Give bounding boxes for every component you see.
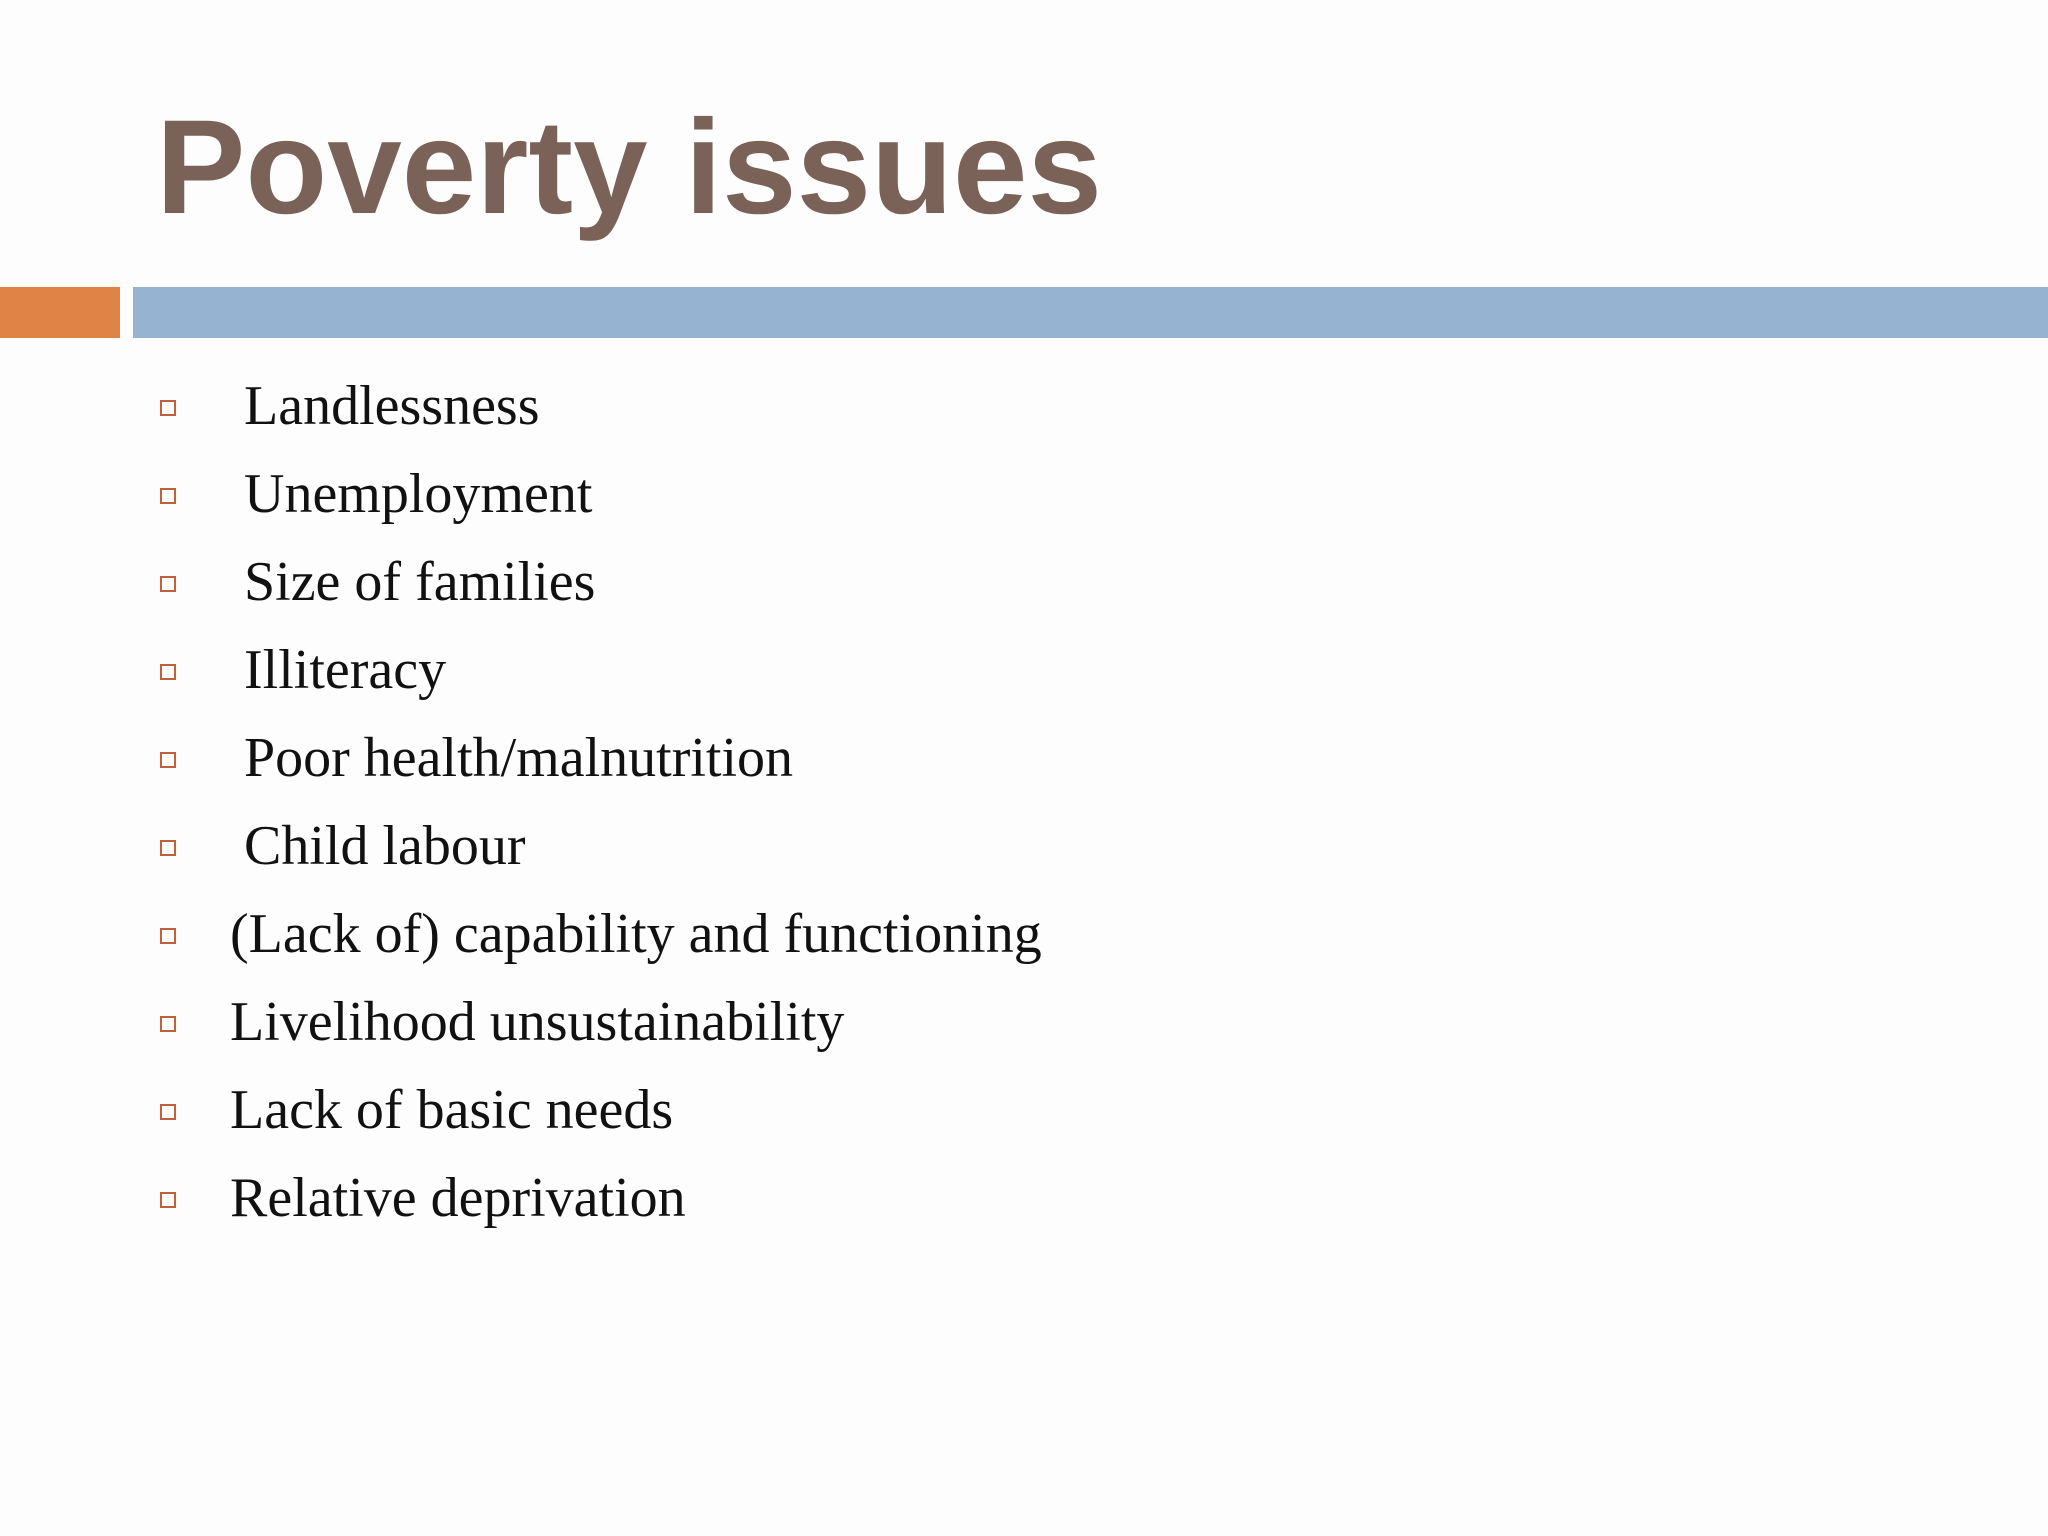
- hollow-square-icon: [160, 1016, 176, 1032]
- title-rule-bar: [133, 287, 2048, 338]
- list-item: [160, 718, 1560, 798]
- bullet-text: Child labour: [244, 815, 526, 877]
- bullet-text: Lack of basic needs: [230, 1079, 674, 1141]
- list-item: [160, 894, 1560, 974]
- list-item: [160, 1070, 1560, 1150]
- list-item: [160, 542, 1560, 622]
- accent-bar: [0, 287, 120, 338]
- list-item: [160, 630, 1560, 710]
- bullet-text: Landlessness: [244, 375, 540, 437]
- bullet-text: Poor health/malnutrition: [244, 727, 794, 789]
- bullet-text: Unemployment: [244, 463, 593, 525]
- bullet-text: Size of families: [244, 551, 596, 613]
- list-item: [160, 806, 1560, 886]
- hollow-square-icon: [160, 928, 176, 944]
- bullet-text: Livelihood unsustainability: [230, 991, 845, 1053]
- slide-title: Poverty issues: [156, 93, 1102, 242]
- bullet-text: (Lack of) capability and functioning: [230, 903, 1042, 965]
- list-item: [160, 982, 1560, 1062]
- bullet-text: Illiteracy: [244, 639, 447, 701]
- hollow-square-icon: [160, 1104, 176, 1120]
- list-item: [160, 366, 1560, 446]
- list-item: [160, 454, 1560, 534]
- bullet-text: Relative deprivation: [230, 1167, 686, 1229]
- hollow-square-icon: [160, 576, 176, 592]
- hollow-square-icon: [160, 664, 176, 680]
- list-item: [160, 1158, 1560, 1238]
- hollow-square-icon: [160, 488, 176, 504]
- hollow-square-icon: [160, 840, 176, 856]
- hollow-square-icon: [160, 752, 176, 768]
- hollow-square-icon: [160, 400, 176, 416]
- hollow-square-icon: [160, 1192, 176, 1208]
